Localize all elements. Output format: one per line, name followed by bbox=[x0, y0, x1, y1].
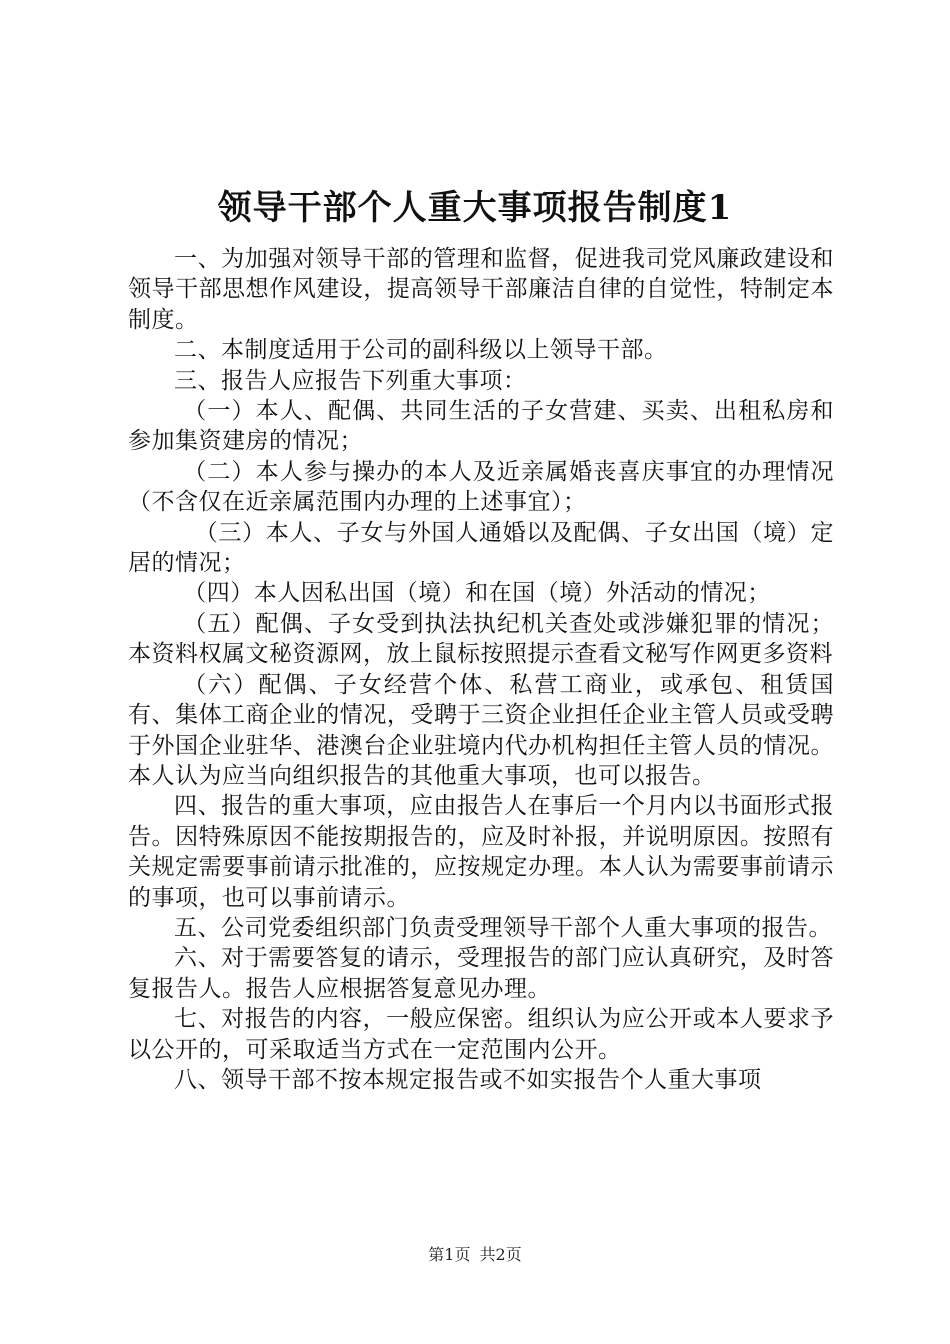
document-title: 领导干部个人重大事项报告制度1 bbox=[217, 188, 733, 228]
paragraph-7: 七、对报告的内容，一般应保密。组织认为应公开或本人要求予以公开的，可采取适当方式在一定范围内公开。 bbox=[128, 1006, 834, 1063]
paragraph-2: 二、本制度适用于公司的副科级以上领导干部。 bbox=[174, 337, 668, 364]
paragraph-item-6: （六）配偶、子女经营个体、私营工商业，或承包、租赁国有、集体工商企业的情况，受聘于三资企业担任企业主管人员或受聘于外国企业驻华、港澳台企业驻境内代办机构担任主管人员的情况。本人认为应当向组织报告的其他重大事项，也可以报告。 bbox=[128, 671, 834, 789]
page-footer bbox=[0, 1244, 950, 1266]
page-total: 共2页 bbox=[479, 1245, 522, 1264]
page-number: 第1页 bbox=[428, 1245, 471, 1264]
paragraph-5: 五、公司党委组织部门负责受理领导干部个人重大事项的报告。 bbox=[174, 914, 832, 941]
paragraph-3: 三、报告人应报告下列重大事项： bbox=[174, 367, 527, 394]
paragraph-item-1: （一）本人、配偶、共同生活的子女营建、买卖、出租私房和参加集资建房的情况； bbox=[128, 398, 834, 455]
paragraph-item-3: （三）本人、子女与外国人通婚以及配偶、子女出国（境）定居的情况； bbox=[128, 519, 834, 577]
paragraph-6: 六、对于需要答复的请示，受理报告的部门应认真研究，及时答复报告人。报告人应根据答复意见办理。 bbox=[128, 945, 834, 1002]
paragraph-1: 一、为加强对领导干部的管理和监督，促进我司党风廉政建设和领导干部思想作风建设，提高领导干部廉洁自律的自觉性，特制定本制度。 bbox=[128, 246, 834, 333]
paragraph-item-5: （五）配偶、子女受到执法执纪机关查处或涉嫌犯罪的情况；本资料权属文秘资源网，放上鼠标按照提示查看文秘写作网更多资料 bbox=[128, 610, 834, 668]
paragraph-4: 四、报告的重大事项，应由报告人在事后一个月内以书面形式报告。因特殊原因不能按期报告的，应及时补报，并说明原因。按照有关规定需要事前请示批准的，应按规定办理。本人认为需要事前请示的事项，也可以事前请示。 bbox=[128, 793, 834, 911]
document-body bbox=[128, 244, 834, 1095]
paragraph-item-2: （二）本人参与操办的本人及近亲属婚丧喜庆事宜的办理情况（不含仅在近亲属范围内办理的上述事宜）； bbox=[128, 458, 834, 516]
paragraph-item-4: （四）本人因私出国（境）和在国（境）外活动的情况； bbox=[183, 580, 771, 607]
paragraph-8: 八、领导干部不按本规定报告或不如实报告个人重大事项 bbox=[174, 1066, 762, 1093]
